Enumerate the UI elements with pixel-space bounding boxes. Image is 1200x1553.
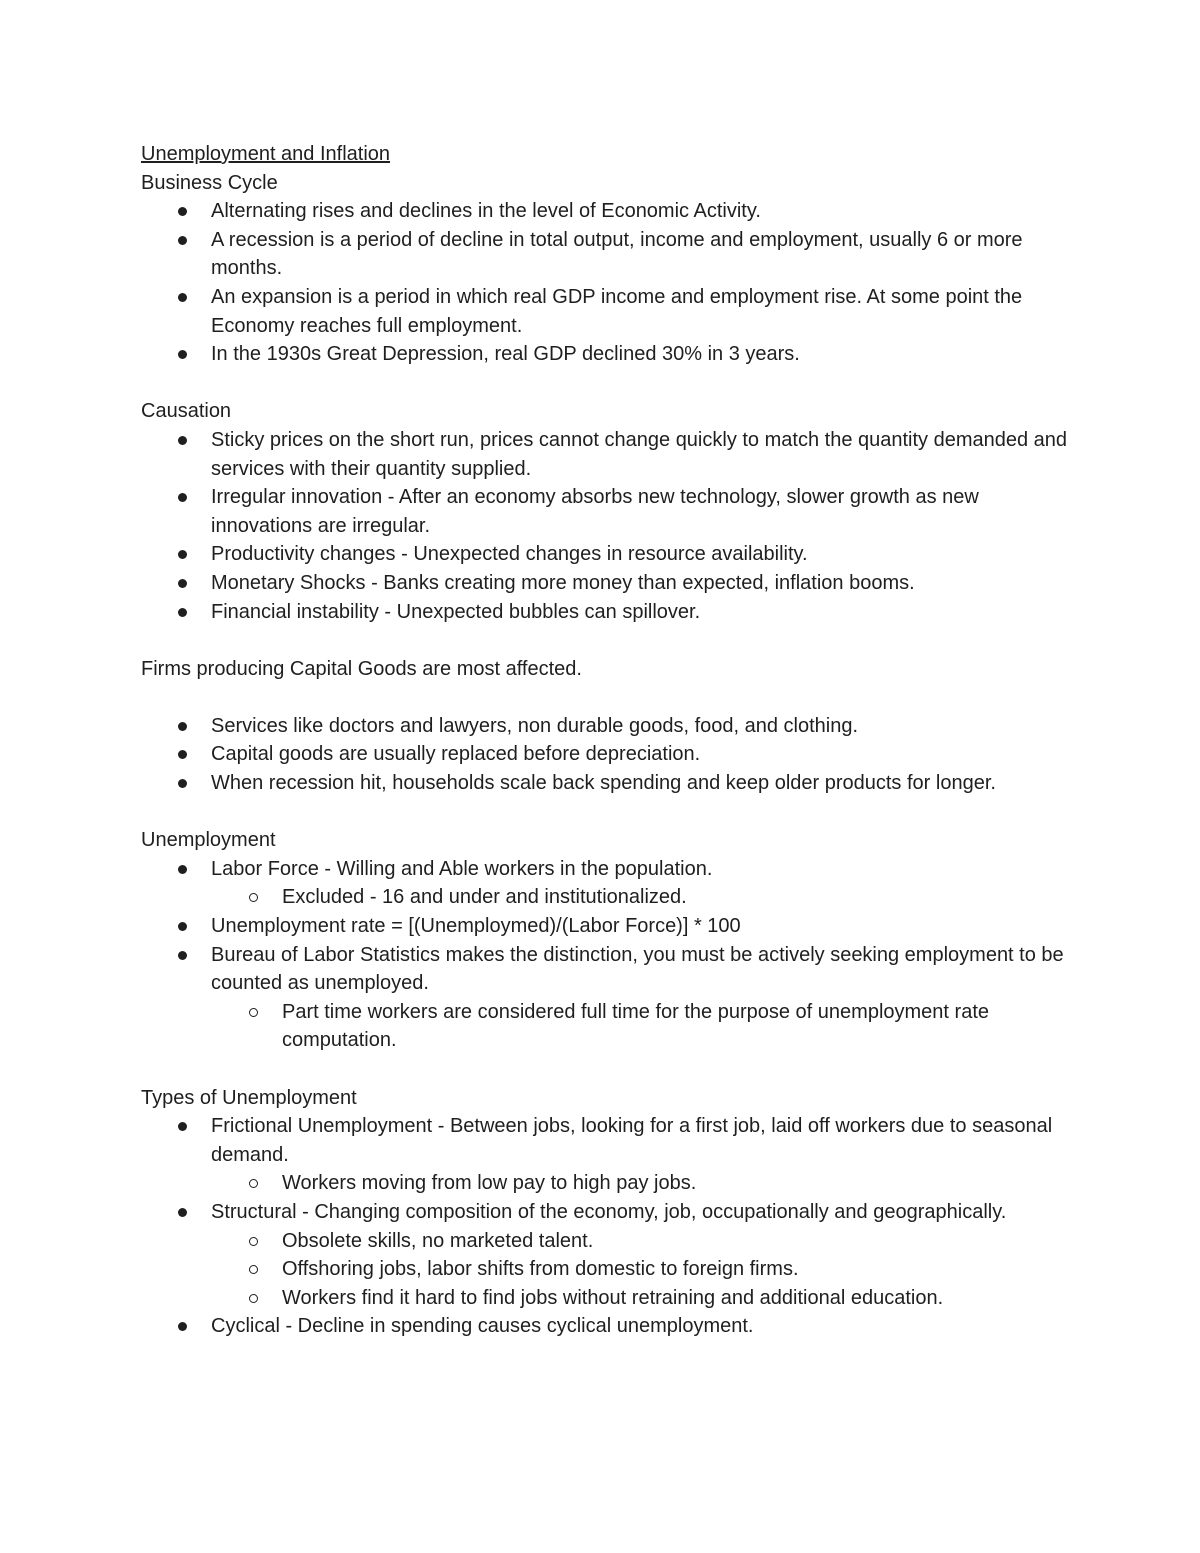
section-heading: Causation — [141, 400, 232, 423]
bullet-icon — [178, 579, 187, 588]
list-item-text: Services like doctors and lawyers, non durable goods, food, and clothing. — [211, 714, 859, 737]
section-heading: Firms producing Capital Goods are most affected. — [141, 657, 582, 680]
sub-list-item-text: Obsolete skills, no marketed talent. — [282, 1229, 594, 1252]
list-item-text: Frictional Unemployment - Between jobs, looking for a first job, laid off workers due to seasonal demand. — [211, 1115, 1053, 1166]
list-item — [141, 941, 1071, 998]
list-item — [141, 769, 1071, 798]
list-item — [141, 598, 1071, 627]
list-item — [141, 197, 1071, 226]
bullet-icon — [178, 779, 187, 788]
list-item-text: Monetary Shocks - Banks creating more money than expected, inflation booms. — [211, 571, 915, 594]
bullet-list — [141, 197, 1071, 369]
section-causation — [141, 397, 1071, 626]
blank-line — [141, 1055, 1071, 1084]
list-item — [141, 340, 1071, 369]
section-unemployment — [141, 826, 1071, 1055]
section-heading: Business Cycle — [141, 171, 278, 194]
list-item-text: Alternating rises and declines in the level of Economic Activity. — [211, 200, 761, 223]
hollow-bullet-icon — [249, 1294, 258, 1303]
bullet-icon — [178, 207, 187, 216]
section-heading: Types of Unemployment — [141, 1086, 357, 1109]
list-item — [141, 740, 1071, 769]
bullet-list — [141, 855, 1071, 1055]
blank-line — [141, 798, 1071, 827]
section-capital-goods — [141, 655, 1071, 798]
section-types-of-unemployment — [141, 1084, 1071, 1341]
list-item — [141, 426, 1071, 483]
bullet-icon — [178, 722, 187, 731]
bullet-icon — [178, 750, 187, 759]
sub-list-item — [141, 883, 1071, 912]
sub-list-item-text: Offshoring jobs, labor shifts from domestic to foreign firms. — [282, 1258, 799, 1281]
list-item-text: In the 1930s Great Depression, real GDP declined 30% in 3 years. — [211, 343, 800, 366]
blank-line — [141, 626, 1071, 655]
list-item-text: Structural - Changing composition of the economy, job, occupationally and geographically. — [211, 1200, 1007, 1223]
list-item-text: Productivity changes - Unexpected changes in resource availability. — [211, 543, 808, 566]
bullet-icon — [178, 293, 187, 302]
list-item — [141, 569, 1071, 598]
list-item — [141, 1198, 1071, 1227]
section-heading: Unemployment — [141, 829, 276, 852]
bullet-icon — [178, 865, 187, 874]
bullet-icon — [178, 608, 187, 617]
list-item-text: Sticky prices on the short run, prices cannot change quickly to match the quantity demanded and services with their quantity supplied. — [211, 428, 1068, 480]
list-item — [141, 912, 1071, 941]
bullet-list — [141, 712, 1071, 798]
list-item-text: Financial instability - Unexpected bubbles can spillover. — [211, 600, 701, 623]
list-item — [141, 855, 1071, 884]
list-item-text: An expansion is a period in which real GDP income and employment rise. At some point the Economy reaches full employment. — [211, 285, 1023, 337]
hollow-bullet-icon — [249, 1237, 258, 1246]
list-item-text: Unemployment rate = [(Unemploymed)/(Labor Force)] * 100 — [211, 915, 741, 938]
list-item — [141, 1112, 1071, 1169]
list-item — [141, 283, 1071, 340]
sub-list-item — [141, 1284, 1071, 1313]
sub-list-item-text: Workers find it hard to find jobs without retraining and additional education. — [282, 1286, 944, 1309]
sub-list-item — [141, 1255, 1071, 1284]
bullet-list — [141, 426, 1071, 626]
bullet-icon — [178, 493, 187, 502]
list-item — [141, 226, 1071, 283]
list-item — [141, 712, 1071, 741]
bullet-icon — [178, 951, 187, 960]
list-item-text: Bureau of Labor Statistics makes the distinction, you must be actively seeking employment to be counted as unemployed. — [211, 943, 1064, 995]
bullet-icon — [178, 436, 187, 445]
bullet-icon — [178, 922, 187, 931]
bullet-icon — [178, 1322, 187, 1331]
document-title: Unemployment and Inflation — [141, 143, 391, 165]
hollow-bullet-icon — [249, 1179, 258, 1188]
document-page — [141, 140, 1071, 1341]
sub-list-item-text: Workers moving from low pay to high pay jobs. — [282, 1172, 697, 1195]
list-item — [141, 1312, 1071, 1341]
bullet-icon — [178, 550, 187, 559]
list-item-text: When recession hit, households scale back spending and keep older products for longer. — [211, 772, 996, 795]
bullet-icon — [178, 1208, 187, 1217]
hollow-bullet-icon — [249, 893, 258, 902]
list-item-text: Cyclical - Decline in spending causes cyclical unemployment. — [211, 1315, 754, 1338]
section-business-cycle — [141, 169, 1071, 369]
blank-line — [141, 369, 1071, 398]
bullet-icon — [178, 236, 187, 245]
sub-list-item — [141, 1227, 1071, 1256]
list-item — [141, 483, 1071, 540]
sub-list-item-text: Part time workers are considered full time for the purpose of unemployment rate computation. — [282, 1000, 989, 1052]
sub-list-item — [141, 1169, 1071, 1198]
list-item — [141, 540, 1071, 569]
list-item-text: Labor Force - Willing and Able workers in the population. — [211, 857, 713, 880]
bullet-list — [141, 1112, 1071, 1341]
list-item-text: Capital goods are usually replaced before depreciation. — [211, 743, 701, 766]
bullet-icon — [178, 350, 187, 359]
hollow-bullet-icon — [249, 1008, 258, 1017]
blank-line — [141, 683, 1071, 712]
hollow-bullet-icon — [249, 1265, 258, 1274]
sub-list-item-text: Excluded - 16 and under and institutionalized. — [282, 886, 687, 909]
list-item-text: Irregular innovation - After an economy absorbs new technology, slower growth as new innovations are irregular. — [211, 486, 979, 537]
list-item-text: A recession is a period of decline in total output, income and employment, usually 6 or more months. — [211, 228, 1023, 280]
sub-list-item — [141, 998, 1071, 1055]
bullet-icon — [178, 1122, 187, 1131]
